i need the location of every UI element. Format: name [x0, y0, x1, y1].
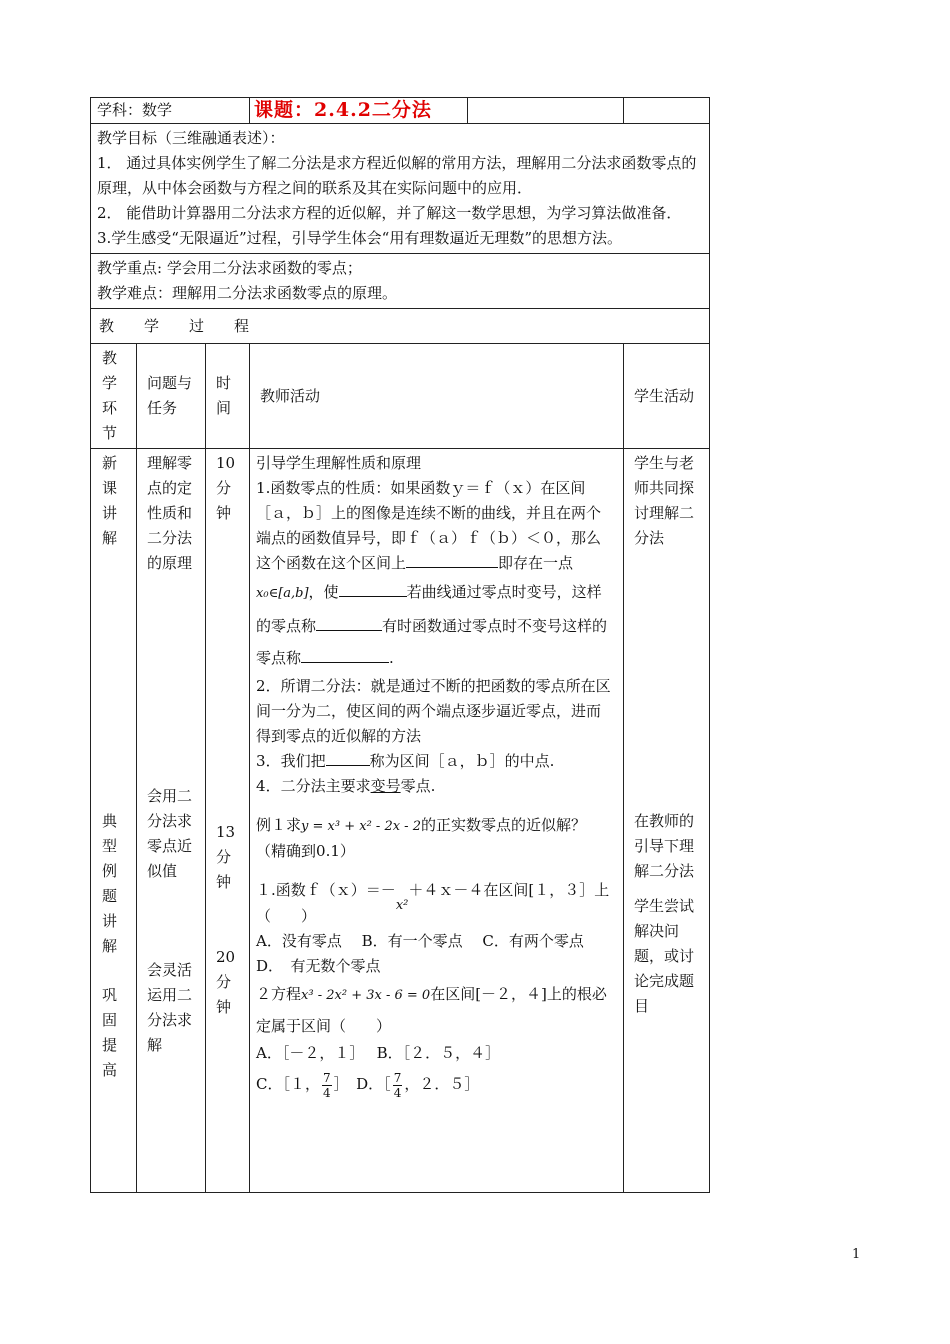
lesson-plan-table: [90, 97, 710, 1193]
col-teacher-label: 教师活动: [260, 386, 321, 405]
bisection-use: [256, 774, 615, 799]
focus-cell: [91, 254, 710, 309]
page-number: 1: [852, 1247, 861, 1262]
task-approximate: 会用二分法求零点近似值: [147, 787, 193, 880]
question-2-text-1: ２方程: [256, 985, 302, 1003]
zero-property-text-3: ，使: [308, 583, 339, 601]
option-d-text-2: ，２．５］: [404, 1075, 480, 1093]
blank-2: [339, 582, 407, 597]
question-1-options-1: A．没有零点 B．有一个零点 C．有两个零点: [256, 932, 584, 950]
example-1-equation: y = x³ + x² - 2x - 2: [301, 819, 421, 834]
midpoint-text-1: 3．我们把: [256, 752, 326, 770]
bisection-use-3: 零点.: [400, 777, 436, 795]
zero-property: [256, 476, 615, 576]
question-2-options-1: A．［－２，１］ B．［２．５，４］: [256, 1044, 501, 1062]
question-2: [256, 979, 615, 1041]
task-apply: 会灵活运用二分法求解: [147, 961, 193, 1054]
blank-1: [406, 553, 498, 568]
header-empty-cell-1: [468, 98, 624, 124]
question-2-options-2: [256, 1066, 615, 1102]
col-task-header: [137, 344, 206, 449]
time-1: 10分钟: [216, 454, 236, 522]
focus-row: [91, 254, 710, 309]
task-cell: [137, 449, 206, 1193]
col-time-header: [206, 344, 250, 449]
fraction-numerator-2: 7: [393, 1070, 402, 1085]
header-empty-cell-2: [624, 98, 710, 124]
question-1-x-squared: x²: [395, 898, 409, 913]
x0-interval: x₀∈[a,b]: [256, 586, 309, 601]
time-3: 20分钟: [216, 948, 236, 1016]
fraction-numerator-1: 7: [323, 1070, 331, 1085]
midpoint-text: [256, 749, 615, 774]
example-1-text-2: 的正实数零点的近似解？（精确到0.1）: [256, 816, 586, 860]
zero-property-text-4: 若曲线通过零点时变号，这样的零点称: [256, 583, 602, 635]
time-2: 13分钟: [216, 823, 236, 891]
midpoint-text-2: 称为区间［ａ，ｂ］的中点.: [369, 752, 555, 770]
question-1-text-2: ＋４ｘ－４在区间[１，３］上（ ）: [256, 881, 610, 925]
body-row: [91, 449, 710, 1193]
goal-item-1: 1． 通过具体实例学生了解二分法是求方程近似解的常用方法，理解用二分法求函数零点的原理，从中体会函数与方程之间的联系及其在实际问题中的应用．: [97, 154, 697, 197]
difficult-point: 教学难点：理解用二分法求函数零点的原理。: [97, 284, 398, 302]
zero-property-text-6: .: [389, 649, 394, 667]
process-title-row: [91, 309, 710, 344]
blank-3: [316, 616, 382, 631]
key-point: 教学重点: 学会用二分法求函数的零点；: [97, 259, 362, 277]
example-1: [256, 813, 615, 864]
topic-cell: [250, 98, 468, 124]
topic-title: 课题：2.4.2二分法: [254, 99, 432, 121]
header-row: [91, 98, 710, 124]
question-2-equation: x³ - 2x² + 3x - 6 = 0: [301, 988, 431, 1003]
fraction-denominator-1: 4: [323, 1085, 331, 1100]
subject-label: 学科：数学: [97, 101, 173, 119]
time-cell: [206, 449, 250, 1193]
col-stage-label: 教学环节: [102, 349, 118, 442]
blank-4: [301, 648, 389, 663]
question-1-options-2: D． 有无数个零点: [256, 957, 381, 975]
zero-property-text: 1.函数零点的性质：如果函数ｙ＝ｆ（ｘ）在区间［ａ，ｂ］上的图像是连续不断的曲线，并且在两个端点的函数值异号，即ｆ（ａ）ｆ（ｂ）＜０，那么这个函数在这个区间上: [256, 479, 602, 572]
blank-5: [326, 751, 370, 766]
fraction-denominator-2: 4: [393, 1085, 402, 1100]
col-student-label: 学生活动: [634, 386, 695, 405]
process-title-cell: [91, 309, 710, 344]
option-c-text: C．［１，: [256, 1075, 321, 1093]
question-1: [256, 878, 615, 929]
stage-consolidate: 巩固提高: [102, 986, 118, 1079]
column-header-row: [91, 344, 710, 449]
teacher-intro: 引导学生理解性质和原理: [256, 454, 422, 472]
col-student-header: [624, 344, 710, 449]
goal-item-3: 3.学生感受“无限逼近”过程，引导学生体会“用有理数逼近无理数”的思想方法。: [97, 229, 622, 247]
process-title: 教 学 过 程: [99, 317, 250, 335]
goals-cell: [91, 124, 710, 254]
zero-property-text-2: 即存在一点: [498, 554, 574, 572]
col-stage-header: [91, 344, 137, 449]
goal-item-2: 2． 能借助计算器用二分法求方程的近似解，并了解这一数学思想，为学习算法做准备．: [97, 204, 682, 222]
subject-cell: [91, 98, 250, 124]
stage-cell: [91, 449, 137, 1193]
student-activity-3: 学生尝试解决问题，或讨论完成题目: [634, 897, 695, 1015]
student-activity-cell: [624, 449, 710, 1193]
fraction-seven-fourths-2: [393, 1071, 403, 1100]
stage-examples: 典型例题讲解: [102, 812, 118, 955]
example-1-text-1: 例１求: [256, 816, 302, 834]
zero-property-cont: [256, 576, 615, 674]
question-2-text-2: 在区间[－２，４]上的根必定属于区间（ ）: [256, 985, 607, 1035]
question-1-text-1: １.函数ｆ（ｘ）＝－: [256, 881, 396, 899]
student-activity-2: 在教师的引导下理解二分法: [634, 812, 695, 880]
col-time-label: 时间: [216, 374, 232, 417]
col-teacher-header: [250, 344, 624, 449]
col-task-label: 问题与任务: [147, 374, 193, 417]
goals-heading: 教学目标（三维融通表述）：: [97, 129, 285, 147]
bisection-use-1: 4．二分法主要求: [256, 777, 371, 795]
option-d-text: ］ D．［: [333, 1075, 391, 1093]
bisection-use-2: 变号: [370, 777, 401, 795]
fraction-seven-fourths-1: [322, 1071, 332, 1100]
stage-newlesson: 新课讲解: [102, 454, 118, 547]
student-activity-1: 学生与老师共同探讨理解二分法: [634, 454, 695, 547]
bisection-definition: 2．所谓二分法：就是通过不断的把函数的零点所在区间一分为二，使区间的两个端点逐步逼近零点，进而得到零点的近似解的方法: [256, 677, 611, 745]
task-understand: 理解零点的定性质和二分法的原理: [147, 454, 193, 572]
zero-property-text-5: 有时函数通过零点时不变号这样的零点称: [256, 617, 608, 667]
goals-row: [91, 124, 710, 254]
teacher-activity-cell: [250, 449, 624, 1193]
